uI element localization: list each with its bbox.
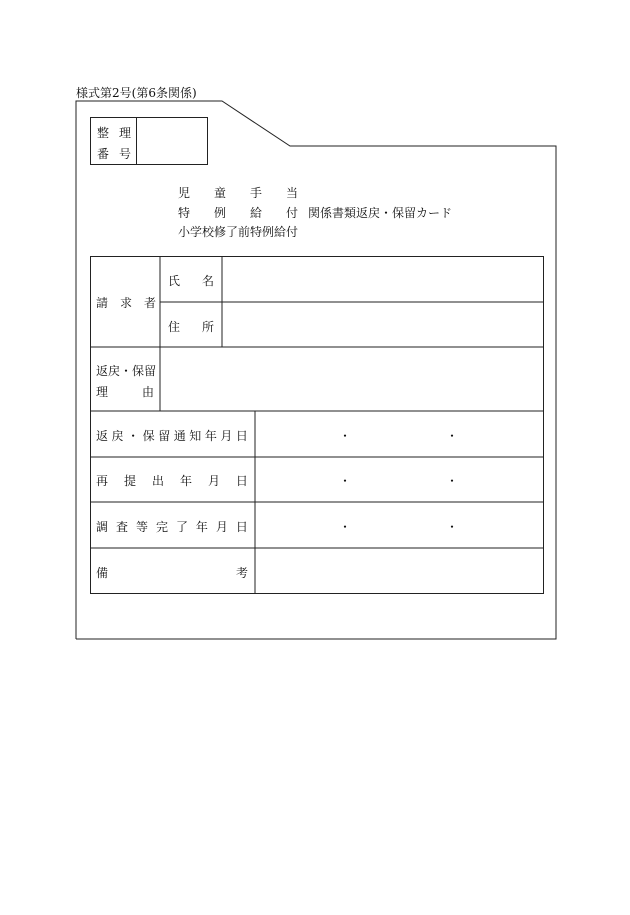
label-char: 者 xyxy=(143,296,156,310)
title-char: 児 xyxy=(178,186,191,200)
label-char: 了 xyxy=(175,520,188,534)
label-char: 号 xyxy=(118,147,131,161)
date-separator-dot: ・ xyxy=(339,429,352,443)
address-field[interactable] xyxy=(223,303,543,347)
label-char: 査 xyxy=(115,520,128,534)
label-char: 戻 xyxy=(111,429,124,443)
label-char: 住 xyxy=(168,320,181,334)
label-char: 調 xyxy=(96,520,109,534)
title-char: 付 xyxy=(285,206,298,220)
label-char: 請 xyxy=(96,296,109,310)
title-char: 特 xyxy=(178,206,191,220)
return-hold-notice-date-label xyxy=(96,427,248,444)
label-char: 所 xyxy=(201,320,214,334)
address-label xyxy=(168,318,214,335)
reference-number-label-line1 xyxy=(97,124,131,141)
label-char: 日 xyxy=(235,429,248,443)
label-char: 留 xyxy=(144,364,157,378)
reason-label-line1 xyxy=(96,362,157,379)
investigation-completion-date-field[interactable] xyxy=(256,503,543,547)
label-char: 保 xyxy=(132,364,145,378)
title-char: 当 xyxy=(285,186,298,200)
label-char: ・ xyxy=(120,364,133,378)
investigation-completion-date-label xyxy=(96,518,248,535)
remarks-label xyxy=(96,564,248,581)
label-char: 返 xyxy=(96,429,109,443)
name-field[interactable] xyxy=(223,257,543,301)
reference-number-box xyxy=(90,117,208,165)
label-char: 日 xyxy=(235,474,248,488)
title-suffix: 関係書類返戻・保留カード xyxy=(308,206,453,220)
title-line-1 xyxy=(178,184,298,201)
label-char: 提 xyxy=(123,474,136,488)
resubmission-date-label xyxy=(96,472,248,489)
reference-number-label-line2 xyxy=(97,145,131,162)
label-char: 月 xyxy=(207,474,220,488)
label-char: 通 xyxy=(173,429,186,443)
label-char: 備 xyxy=(96,566,109,580)
reason-label-line2 xyxy=(96,383,154,400)
reference-number-label-cell xyxy=(91,118,137,164)
label-char: 名 xyxy=(201,274,214,288)
label-char: 理 xyxy=(118,126,131,140)
return-hold-notice-date-field[interactable] xyxy=(256,412,543,456)
label-char: 月 xyxy=(215,520,228,534)
title-char: 手 xyxy=(249,186,262,200)
label-char: 月 xyxy=(220,429,233,443)
label-char: 求 xyxy=(119,296,132,310)
remarks-field[interactable] xyxy=(256,549,543,593)
label-char: 番 xyxy=(97,147,110,161)
date-separator-dot: ・ xyxy=(446,520,459,534)
label-char: 返 xyxy=(96,364,109,378)
date-separator-dot: ・ xyxy=(446,429,459,443)
label-char: 日 xyxy=(235,520,248,534)
date-separator-dot: ・ xyxy=(339,520,352,534)
label-char: 理 xyxy=(96,385,109,399)
label-char: 年 xyxy=(204,429,217,443)
date-separator-dot: ・ xyxy=(446,474,459,488)
label-char: 年 xyxy=(179,474,192,488)
label-char: 留 xyxy=(158,429,171,443)
title-line-3: 小学校修了前特例給付 xyxy=(178,225,299,239)
label-char: 年 xyxy=(195,520,208,534)
reference-number-value-field[interactable] xyxy=(137,118,207,164)
reason-field[interactable] xyxy=(161,348,543,410)
label-char: 等 xyxy=(135,520,148,534)
label-char: 完 xyxy=(155,520,168,534)
claimant-label xyxy=(96,294,156,311)
title-char: 童 xyxy=(213,186,226,200)
label-char: 氏 xyxy=(168,274,181,288)
label-char: 由 xyxy=(141,385,154,399)
label-char: 出 xyxy=(151,474,164,488)
label-char: 戻 xyxy=(108,364,121,378)
title-char: 例 xyxy=(213,206,226,220)
form-label: 様式第2号(第6条関係) xyxy=(76,86,197,100)
resubmission-date-field[interactable] xyxy=(256,458,543,502)
label-char: 再 xyxy=(96,474,109,488)
title-line-2 xyxy=(178,204,298,221)
label-char: ・ xyxy=(127,429,140,443)
label-char: 保 xyxy=(142,429,155,443)
label-char: 知 xyxy=(189,429,202,443)
label-char: 整 xyxy=(97,126,110,140)
label-char: 考 xyxy=(235,566,248,580)
date-separator-dot: ・ xyxy=(339,474,352,488)
title-char: 給 xyxy=(249,206,262,220)
name-label xyxy=(168,272,214,289)
